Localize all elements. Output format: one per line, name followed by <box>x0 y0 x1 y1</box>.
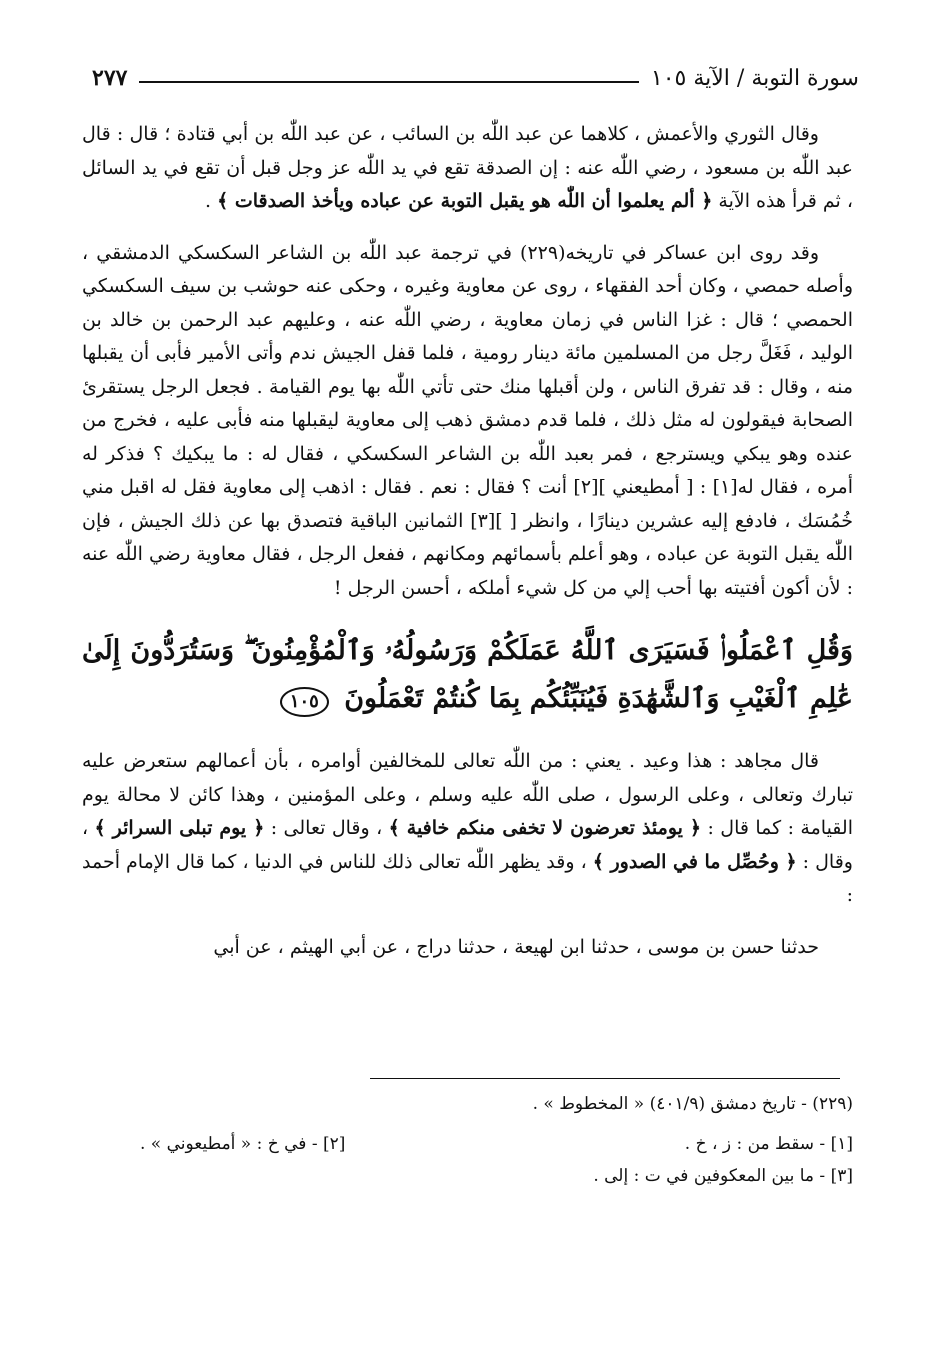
footnote-row <box>140 1128 853 1160</box>
paragraph-3-b: ، وقال تعالى : <box>264 817 389 839</box>
paragraph-3 <box>82 745 853 913</box>
footnote-3: [٣] - ما بين المعكوفين في ت : إلى . <box>593 1166 853 1186</box>
footnote-1: [١] - سقط من : ز ، خ . <box>684 1134 853 1154</box>
quran-quote: ﴿ ألم يعلموا أن اللّٰه هو يقبل التوبة عن عباده ويأخذ الصدقات ﴾ <box>217 190 713 212</box>
paragraph-3-c: ، وقال : <box>82 817 853 873</box>
page-header <box>92 58 859 98</box>
page-number: ٢٧٧ <box>92 65 128 91</box>
quran-quote-2: ﴿ يوم تبلى السرائر ﴾ <box>94 817 265 839</box>
quran-quote-3: ﴿ وحُصِّل ما في الصدور ﴾ <box>592 850 797 873</box>
paragraph-3-d: ، وقد يظهر اللّٰه تعالى ذلك للناس في الدنيا ، كما قال الإمام أحمد : <box>82 850 853 906</box>
paragraph-3-a: قال مجاهد : هذا وعيد . يعني : من اللّٰه تعالى للمخالفين أوامره ، بأن أعمالهم ستعرض عليه تبارك وتعالى ، وعلى الرسول ، صلى اللّٰه عليه وسلم ، وعلى المؤمنين ، وهذا كائن لا محالة يوم القيامة : كما قال : <box>82 750 853 839</box>
footnote-2: [٢] - في خ : « أمطيعوني » . <box>140 1134 346 1154</box>
quran-quote-1: ﴿ يومئذ تعرضون لا تخفى منكم خافية ﴾ <box>388 817 702 839</box>
paragraph-2: وقد روى ابن عساكر في تاريخه(٢٢٩) في ترجمة عبد اللّٰه بن الشاعر السكسكي الدمشقي ، وأصله حمصي ، وكان أحد الفقهاء ، روى عن معاوية وغيره ، وحكى عنه حوشب بن سيف السكسكي الحمصي ؛ قال : غزا الناس في زمان معاوية ، رضي اللّٰه عنه ، وعليهم عبد الرحمن بن خالد بن الوليد ، فَغَلَّ رجل من المسلمين مائة دينار رومية ، فلما قفل الجيش ندم وأتى الأمير فأبى أن يقبلها منه ، وقال : قد تفرق الناس ، ولن أقبلها منك حتى تأتي اللّٰه بها يوم القيامة . فجعل الرجل يستقرئ الصحابة فيقولون له مثل ذلك ، فلما قدم دمشق ذهب إلى معاوية ليقبلها منه فأبى عليه ، فخرج من عنده وهو يبكي ويسترجع ، فمر بعبد اللّٰه بن الشاعر السكسكي ، فقال له : ما يبكيك ؟ فذكر له أمره ، فقال له[١] : [ أمطيعني ][٢] أنت ؟ فقال : نعم . فقال : اذهب إلى معاوية فقل له اقبل مني خُمُسَك ، فادفع إليه عشرين دينارًا ، وانظر [ ][٣] الثمانين الباقية فتصدق بها عن ذلك الجيش ، فإن اللّٰه يقبل التوبة عن عباده ، وهو أعلم بأسمائهم ومكانهم ، ففعل الرجل ، فقال معاوية رضي اللّٰه عنه : لأن أكون أفتيته بها أحب إلي من كل شيء أملكه ، أحسن الرجل ! <box>82 241 854 599</box>
paragraph-1 <box>82 118 853 219</box>
paragraph-1-text: وقال الثوري والأعمش ، كلاهما عن عبد اللّٰه بن السائب ، عن عبد اللّٰه بن أبي قتادة ؛ قال : قال عبد اللّٰه بن مسعود ، رضي اللّٰه عنه : إن الصدقة تقع في يد اللّٰه عز وجل قبل أن تقع في يد السائل ، ثم قرأ هذه الآية <box>82 123 853 212</box>
header-rule <box>139 81 638 83</box>
footnote-divider <box>370 1078 840 1079</box>
verse-text: وَقُلِ ٱعْمَلُوا۟ فَسَيَرَى ٱللَّهُ عَمَلَكُمْ وَرَسُولُهُۥ وَٱلْمُؤْمِنُونَ ۖ وَسَتُرَدُّونَ إِلَىٰ عَٰلِمِ ٱلْغَيْبِ وَٱلشَّهَٰدَةِ فَيُنَبِّئُكُم بِمَا كُنتُمْ تَعْمَلُونَ <box>82 635 853 714</box>
running-title: سورة التوبة / الآية ١٠٥ <box>650 65 859 91</box>
page-body <box>82 118 853 982</box>
paragraph-1-end: . <box>205 190 218 212</box>
paragraph-4: حدثنا حسن بن موسى ، حدثنا ابن لهيعة ، حدثنا دراج ، عن أبي الهيثم ، عن أبي <box>213 935 819 958</box>
footnote-229: (٢٢٩) - تاريخ دمشق (٤٠١/٩) « المخطوط » . <box>532 1094 853 1114</box>
footnotes <box>140 1088 853 1192</box>
quran-verse <box>82 627 853 723</box>
verse-number-badge: ١٠٥ <box>280 687 329 717</box>
